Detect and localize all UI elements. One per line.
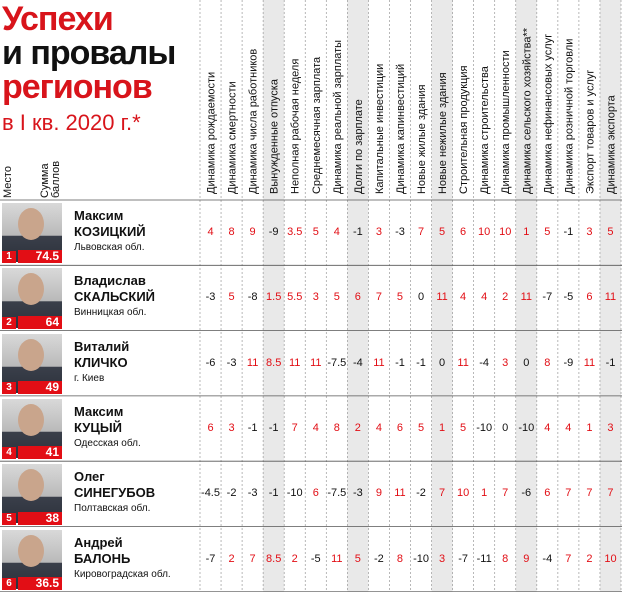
score-cell: 7 xyxy=(249,552,256,565)
title-line-2: и провалы xyxy=(2,34,176,72)
score-cell: 4 xyxy=(312,421,319,434)
score-cell: 7 xyxy=(417,226,425,238)
header-place-label: Место xyxy=(2,166,14,198)
score-cell: -1 xyxy=(605,356,616,369)
score-cell: 5 xyxy=(312,226,319,238)
score-cell: -10 xyxy=(518,421,535,434)
score-cell: -4 xyxy=(352,356,363,369)
score-cell: -10 xyxy=(413,552,429,565)
score-cell: 3 xyxy=(586,226,593,238)
score-cell: 2 xyxy=(586,552,593,565)
score-cell: -7 xyxy=(542,291,553,304)
column-header-label: Новые нежилые здания xyxy=(437,72,450,194)
score-cell: -9 xyxy=(563,356,574,369)
score-cell: 11 xyxy=(373,356,385,369)
score-cell: 1.5 xyxy=(266,291,282,304)
column-header-label: Строительная продукция xyxy=(458,65,471,194)
score-cell: 1 xyxy=(481,487,488,500)
score-cell: 11 xyxy=(289,356,301,369)
score-cell: -1 xyxy=(416,356,426,369)
score-cell: -10 xyxy=(476,421,493,434)
rank-badge: 3 xyxy=(2,382,16,394)
score-cell: -2 xyxy=(416,487,426,500)
column-header-label: Динамика реальной зарплаты xyxy=(331,39,344,194)
score-cell: 2 xyxy=(354,421,361,434)
score-cell: -2 xyxy=(226,487,237,500)
score-cell: 11 xyxy=(246,356,259,369)
person-last-name: КЛИЧКО xyxy=(74,354,128,370)
score-cell: 0 xyxy=(523,356,530,369)
score-cell: 4 xyxy=(544,421,551,434)
score-cell: -6 xyxy=(521,487,532,500)
score-cell: 6 xyxy=(312,487,319,500)
person-first-name: Максим xyxy=(74,403,124,419)
portrait-head xyxy=(18,208,44,240)
person-region: Кировоградская обл. xyxy=(74,568,171,580)
column-header-label: Динамика рождаемости xyxy=(205,71,218,194)
score-cell: 1 xyxy=(523,226,530,238)
score-cell: -1 xyxy=(563,226,574,238)
rank-badge: 2 xyxy=(2,317,16,329)
column-header-label: Динамика смертности xyxy=(226,81,239,194)
score-cell: -6 xyxy=(205,356,216,369)
person-region: Одесская обл. xyxy=(74,437,141,449)
score-cell: 2 xyxy=(291,552,298,565)
column-header-label: Экспорт товаров и услуг xyxy=(584,69,597,194)
title-line-3: регионов xyxy=(2,68,152,106)
score-cell: -8 xyxy=(247,291,258,304)
score-cell: -7 xyxy=(205,552,216,565)
score-cell: 8.5 xyxy=(266,356,282,369)
score-cell: 6 xyxy=(207,421,214,434)
score-cell: 1 xyxy=(586,421,593,434)
score-cell: 6 xyxy=(460,226,467,238)
score-badge: 49 xyxy=(18,381,62,394)
portrait-head xyxy=(18,469,44,501)
score-cell: 8 xyxy=(544,356,551,369)
score-cell: 5 xyxy=(228,291,235,304)
rank-badge: 4 xyxy=(2,447,16,459)
score-cell: -3 xyxy=(226,356,237,369)
score-cell: 8 xyxy=(228,226,235,238)
person-region: Львовская обл. xyxy=(74,242,145,253)
score-cell: 9 xyxy=(375,487,382,500)
column-header-label: Вынужденные отпуска xyxy=(268,79,281,194)
score-cell: 10 xyxy=(604,552,617,565)
score-cell: -3 xyxy=(395,226,405,238)
column-header-label: Динамика капинвестиций xyxy=(394,63,407,194)
score-cell: 0 xyxy=(417,291,425,304)
score-cell: 11 xyxy=(331,552,343,565)
person-region: г. Киев xyxy=(74,372,105,384)
rank-badge: 6 xyxy=(2,578,16,590)
score-cell: 2 xyxy=(228,552,235,565)
score-cell: -10 xyxy=(286,487,303,500)
score-cell: 11 xyxy=(394,487,406,500)
person-first-name: Максим xyxy=(74,208,124,223)
score-cell: -4 xyxy=(479,356,490,369)
score-cell: 11 xyxy=(436,291,448,304)
score-cell: 10 xyxy=(499,226,512,238)
score-cell: -4.5 xyxy=(201,487,220,500)
score-cell: 8 xyxy=(333,421,340,434)
score-cell: -7 xyxy=(458,552,468,565)
score-cell: -5 xyxy=(310,552,321,565)
score-badge: 64 xyxy=(18,316,62,329)
score-cell: 3 xyxy=(607,421,614,434)
person-region: Полтавская обл. xyxy=(74,503,151,515)
score-cell: -1 xyxy=(247,421,258,434)
column-header-label: Новые жилые здания xyxy=(416,84,429,194)
person-last-name: СКАЛЬСКИЙ xyxy=(74,289,156,305)
score-cell: 4 xyxy=(460,291,467,304)
score-cell: 7 xyxy=(439,487,446,500)
score-cell: 9 xyxy=(249,226,256,238)
score-cell: 4 xyxy=(565,421,572,434)
score-cell: 11 xyxy=(583,356,596,369)
score-cell: -9 xyxy=(268,226,279,238)
portrait-head xyxy=(18,535,44,567)
score-cell: 0 xyxy=(439,356,446,369)
score-cell: 5.5 xyxy=(287,291,303,304)
score-cell: 6 xyxy=(354,291,361,304)
score-cell: 4 xyxy=(333,226,340,238)
score-cell: 7 xyxy=(565,487,572,500)
score-cell: -1 xyxy=(268,421,279,434)
column-header-label: Динамика сельского хозяйства** xyxy=(521,27,534,194)
column-header-label: Капитальные инвестиции xyxy=(373,63,386,194)
score-cell: 7 xyxy=(291,421,298,434)
score-cell: 11 xyxy=(310,356,322,369)
column-header-label: Среднемесячная зарплата xyxy=(310,56,323,194)
person-last-name: КОЗИЦКИЙ xyxy=(74,224,146,239)
score-cell: 7 xyxy=(565,552,572,565)
title-line-1: Успехи xyxy=(2,0,113,38)
score-cell: 8 xyxy=(396,552,404,565)
rank-badge: 1 xyxy=(2,251,16,263)
column-header-label: Неполная рабочая неделя xyxy=(289,58,302,194)
score-cell: -1 xyxy=(395,356,405,369)
score-cell: 4 xyxy=(481,291,488,304)
header-score-label: Сумма баллов xyxy=(39,160,62,198)
person-last-name: КУЦЫЙ xyxy=(74,419,122,435)
rank-badge: 5 xyxy=(2,513,16,525)
score-cell: 3 xyxy=(375,226,382,238)
column-header-label: Динамика числа работников xyxy=(247,48,260,194)
score-cell: 5 xyxy=(607,226,614,238)
score-cell: 4 xyxy=(375,421,382,434)
score-cell: -4 xyxy=(542,552,553,565)
person-first-name: Владислав xyxy=(74,273,146,289)
column-header-label: Динамика промышленности xyxy=(500,50,513,194)
score-cell: 0 xyxy=(502,421,509,434)
score-cell: 6 xyxy=(586,291,593,304)
score-badge: 38 xyxy=(18,512,62,525)
score-cell: 3 xyxy=(439,552,446,565)
score-cell: 5 xyxy=(544,226,551,238)
column-header-label: Динамика строительства xyxy=(479,66,492,194)
score-cell: 3 xyxy=(228,421,235,434)
score-cell: -3 xyxy=(352,487,363,500)
score-cell: 3 xyxy=(502,356,509,369)
score-cell: 6 xyxy=(544,487,551,500)
score-cell: -11 xyxy=(476,552,492,565)
column-header-label: Динамика розничной торговли xyxy=(563,38,576,194)
column-header-label: Долги по зарплате xyxy=(352,99,365,194)
title-line-4: в I кв. 2020 г.* xyxy=(2,110,141,135)
score-cell: 5 xyxy=(396,291,404,304)
score-cell: -1 xyxy=(268,487,279,500)
score-cell: 5 xyxy=(439,226,446,238)
score-cell: 8.5 xyxy=(266,552,282,565)
score-cell: 6 xyxy=(396,421,404,434)
score-cell: 7 xyxy=(375,291,382,304)
score-cell: 7 xyxy=(502,487,509,500)
column-header-label: Динамика экспорта xyxy=(605,95,618,194)
score-cell: 11 xyxy=(520,291,532,304)
person-region: Винницкая обл. xyxy=(74,307,147,319)
score-cell: -1 xyxy=(352,226,363,238)
column-header-label: Динамика нефинансовых услуг xyxy=(542,33,555,194)
score-cell: -5 xyxy=(563,291,574,304)
score-cell: -7.5 xyxy=(327,487,347,500)
score-cell: 10 xyxy=(456,487,470,500)
person-first-name: Виталий xyxy=(74,338,130,354)
score-cell: 2 xyxy=(502,291,509,304)
score-cell: -3 xyxy=(205,291,216,304)
score-badge: 36.5 xyxy=(18,577,62,590)
score-cell: 5 xyxy=(354,552,361,565)
score-cell: -7.5 xyxy=(327,356,347,369)
score-cell: 9 xyxy=(523,552,530,565)
score-badge: 41 xyxy=(18,446,62,459)
person-last-name: СИНЕГУБОВ xyxy=(74,485,156,501)
score-cell: 3.5 xyxy=(287,226,303,238)
score-cell: 10 xyxy=(478,226,491,238)
score-cell: 1 xyxy=(439,421,446,434)
score-cell: 8 xyxy=(502,552,509,565)
person-first-name: Олег xyxy=(74,469,105,485)
score-cell: -3 xyxy=(247,487,258,500)
score-cell: 11 xyxy=(457,356,469,369)
score-cell: 4 xyxy=(207,226,214,238)
score-cell: 11 xyxy=(604,291,617,304)
score-cell: 5 xyxy=(460,421,467,434)
score-badge: 74.5 xyxy=(18,250,62,263)
score-cell: 7 xyxy=(586,487,593,500)
person-last-name: БАЛОНЬ xyxy=(74,550,131,566)
score-cell: 5 xyxy=(417,421,425,434)
person-first-name: Андрей xyxy=(74,534,123,550)
score-cell: 3 xyxy=(312,291,319,304)
score-cell: 7 xyxy=(607,487,614,500)
portrait-head xyxy=(18,339,44,371)
portrait-head xyxy=(18,404,44,436)
score-cell: -2 xyxy=(374,552,384,565)
score-cell: 5 xyxy=(333,291,340,304)
